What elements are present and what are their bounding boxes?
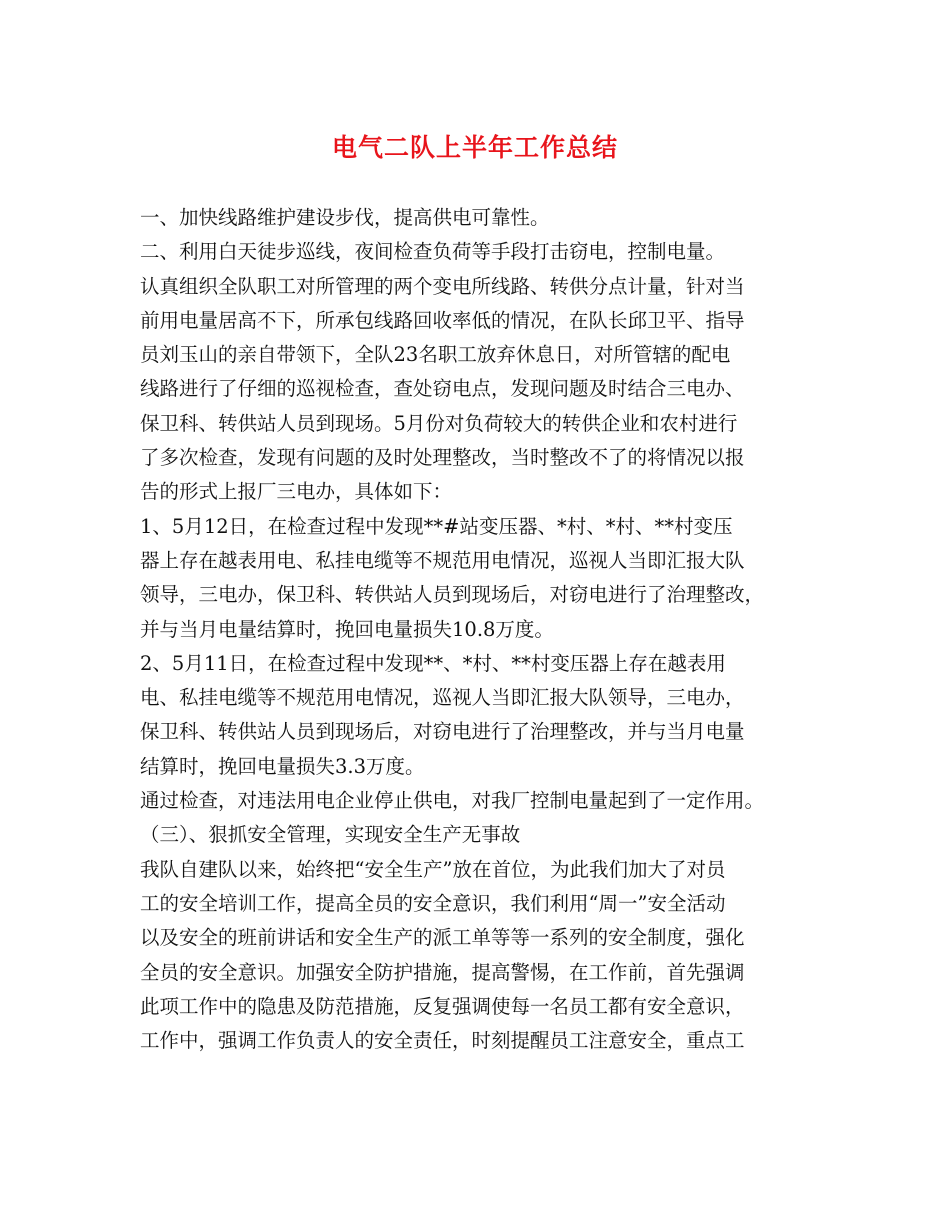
text-line: 器上存在越表用电、私挂电缆等不规范用电情况，巡视人当即汇报大队: [140, 548, 745, 572]
text-line: 保卫科、转供站人员到现场。5月份对负荷较大的转供企业和农村进行: [140, 411, 738, 435]
text-line: 此项工作中的隐患及防范措施，反复强调使每一名员工都有安全意识，: [140, 994, 745, 1018]
text-line: 1、5月12日，在检查过程中发现**#站变压器、*村、*村、**村变压: [140, 514, 733, 538]
text-line: 认真组织全队职工对所管理的两个变电所线路、转供分点计量，针对当: [140, 274, 745, 298]
text-line: 工的安全培训工作，提高全员的安全意识，我们利用“周一”安全活动: [140, 891, 726, 915]
document-title: 电气二队上半年工作总结: [331, 133, 618, 162]
text-line: 并与当月电量结算时，挽回电量损失10.8万度。: [140, 617, 554, 641]
text-line: 了多次检查，发现有问题的及时处理整改，当时整改不了的将情况以报: [140, 446, 745, 470]
text-line: 我队自建队以来，始终把“安全生产”放在首位，为此我们加大了对员: [140, 857, 726, 881]
text-line: （三）、狠抓安全管理，实现安全生产无事故: [140, 823, 521, 847]
text-line: 结算时，挽回电量损失3.3万度。: [140, 754, 425, 778]
text-line: 保卫科、转供站人员到现场后，对窃电进行了治理整改，并与当月电量: [140, 720, 745, 744]
text-line: 告的形式上报厂三电办，具体如下：: [140, 480, 453, 504]
text-line: 工作中，强调工作负责人的安全责任，时刻提醒员工注意安全，重点工: [140, 1029, 745, 1053]
text-line: 一、加快线路维护建设步伐，提高供电可靠性。: [140, 206, 550, 229]
text-line: 全员的安全意识。加强安全防护措施，提高警惕，在工作前，首先强调: [140, 960, 745, 984]
text-line: 通过检查，对违法用电企业停止供电，对我厂控制电量起到了一定作用。: [140, 789, 765, 813]
text-line: 以及安全的班前讲话和安全生产的派工单等等一系列的安全制度，强化: [140, 926, 745, 950]
text-line: 2、5月11日，在检查过程中发现**、*村、**村变压器上存在越表用: [140, 651, 726, 675]
text-line: 线路进行了仔细的巡视检查，查处窃电点，发现问题及时结合三电办、: [140, 377, 745, 401]
text-line: 领导，三电办，保卫科、转供站人员到现场后，对窃电进行了治理整改，: [140, 583, 765, 607]
text-line: 二、利用白天徒步巡线，夜间检查负荷等手段打击窃电，控制电量。: [140, 240, 726, 264]
text-line: 电、私挂电缆等不规范用电情况，巡视人当即汇报大队领导，三电办，: [140, 686, 745, 710]
text-line: 员刘玉山的亲自带领下，全队23名职工放弃休息日，对所管辖的配电: [140, 343, 731, 367]
document-body: [140, 201, 820, 1058]
text-line: 前用电量居高不下，所承包线路回收率低的情况，在队长邱卫平、指导: [140, 308, 745, 332]
